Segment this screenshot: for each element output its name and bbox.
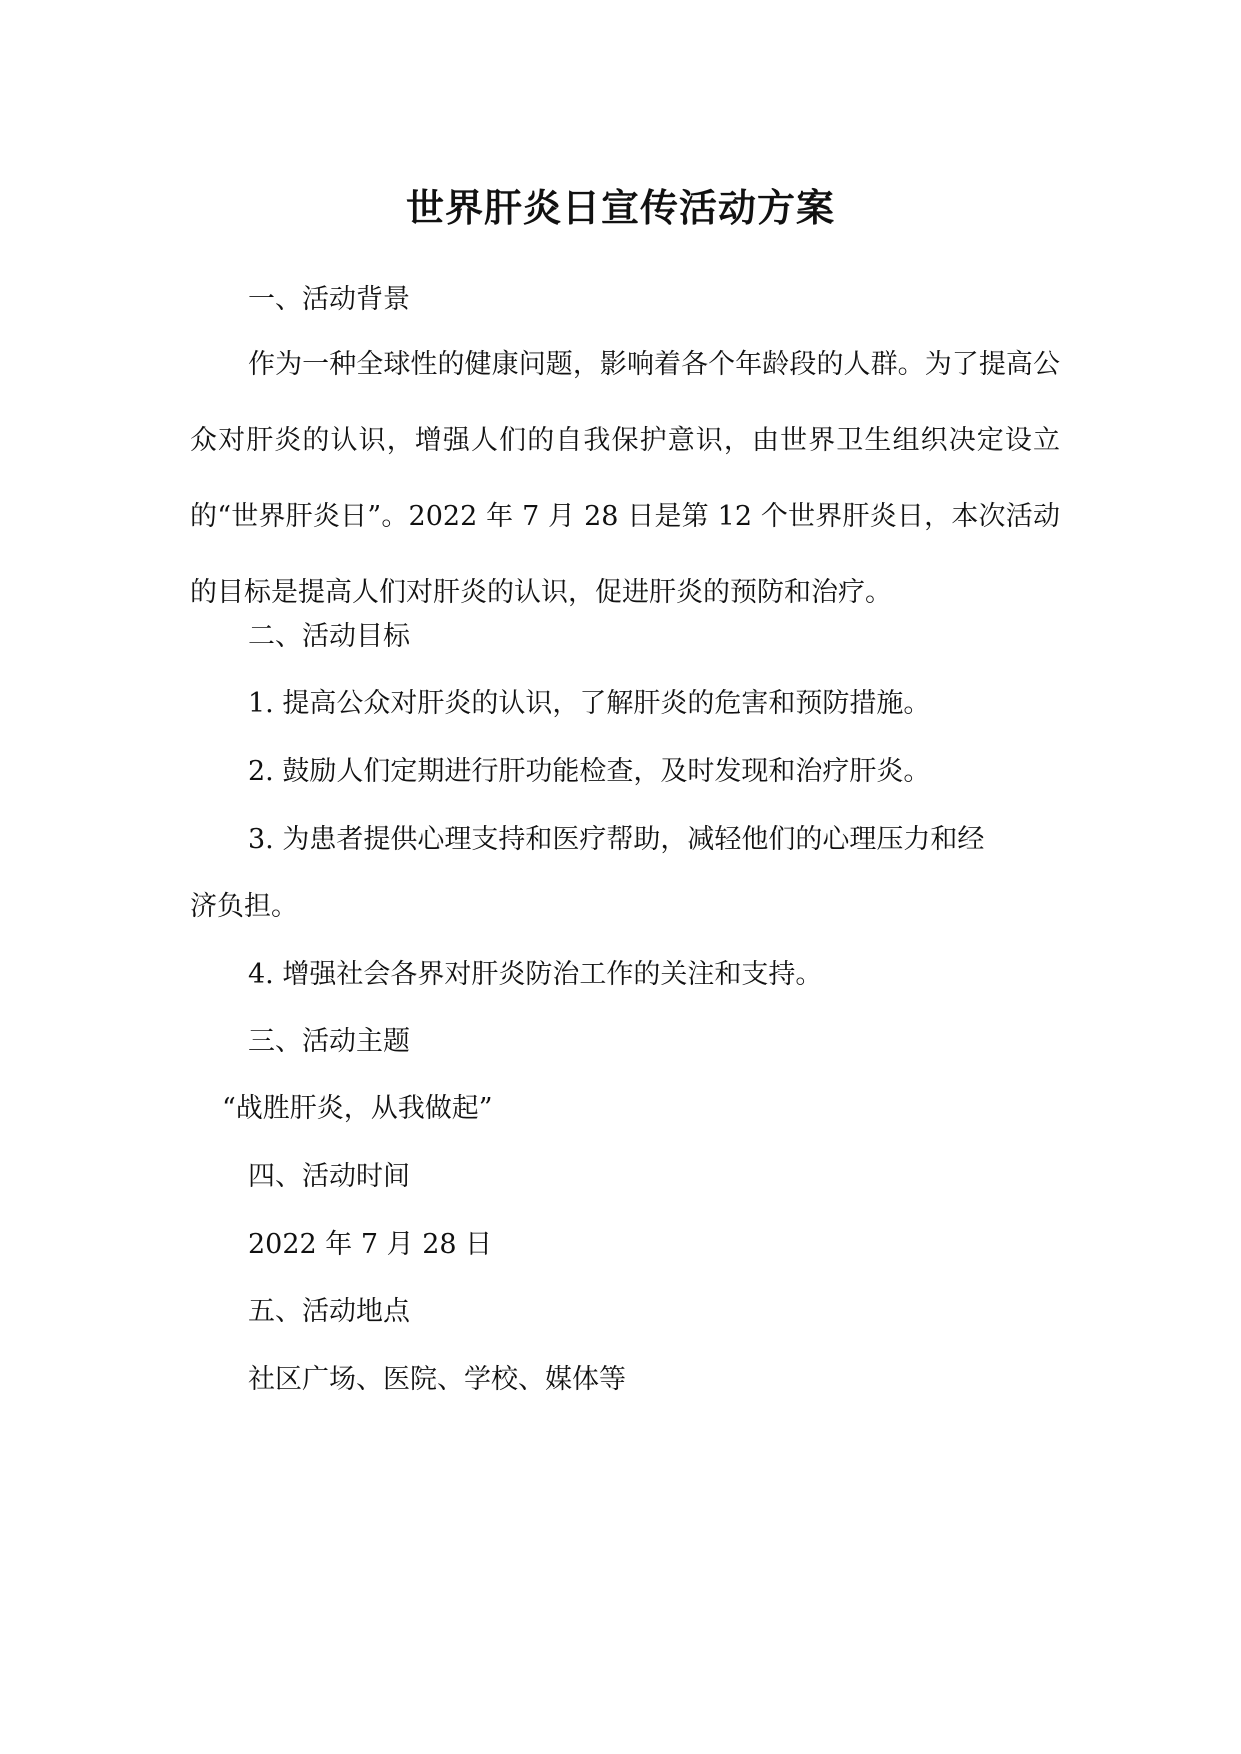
section-heading-location: 五、活动地点 [248,1296,410,1327]
location-text: 社区广场、医院、学校、媒体等 [248,1364,626,1395]
section-heading-theme: 三、活动主题 [248,1026,410,1057]
section-heading-background: 一、活动背景 [248,284,410,315]
goal-item-3: 3. 为患者提供心理支持和医疗帮助，减轻他们的心理压力和经 [248,824,985,855]
goal-item-1: 1. 提高公众对肝炎的认识，了解肝炎的危害和预防措施。 [248,688,931,719]
section-heading-goals: 二、活动目标 [248,621,410,652]
section-heading-time: 四、活动时间 [248,1161,410,1192]
theme-text: “战胜肝炎，从我做起” [222,1093,493,1124]
document-title: 世界肝炎日宣传活动方案 [405,185,835,230]
time-text: 2022 年 7 月 28 日 [248,1229,493,1260]
goal-item-2: 2. 鼓励人们定期进行肝功能检查，及时发现和治疗肝炎。 [248,756,931,787]
background-paragraph: 作为一种全球性的健康问题，影响着各个年龄段的人群。为了提高公众对肝炎的认识，增强人们的自我保护意识，由世界卫生组织决定设立的“世界肝炎日”。2022 年 7 月 28 日是第 12 个世界肝炎日，本次活动的目标是提高人们对肝炎的认识，促进肝炎的预防和治疗。 [190,349,1060,608]
goal-item-3-continuation: 济负担。 [190,891,298,922]
goal-item-4: 4. 增强社会各界对肝炎防治工作的关注和支持。 [248,959,823,990]
